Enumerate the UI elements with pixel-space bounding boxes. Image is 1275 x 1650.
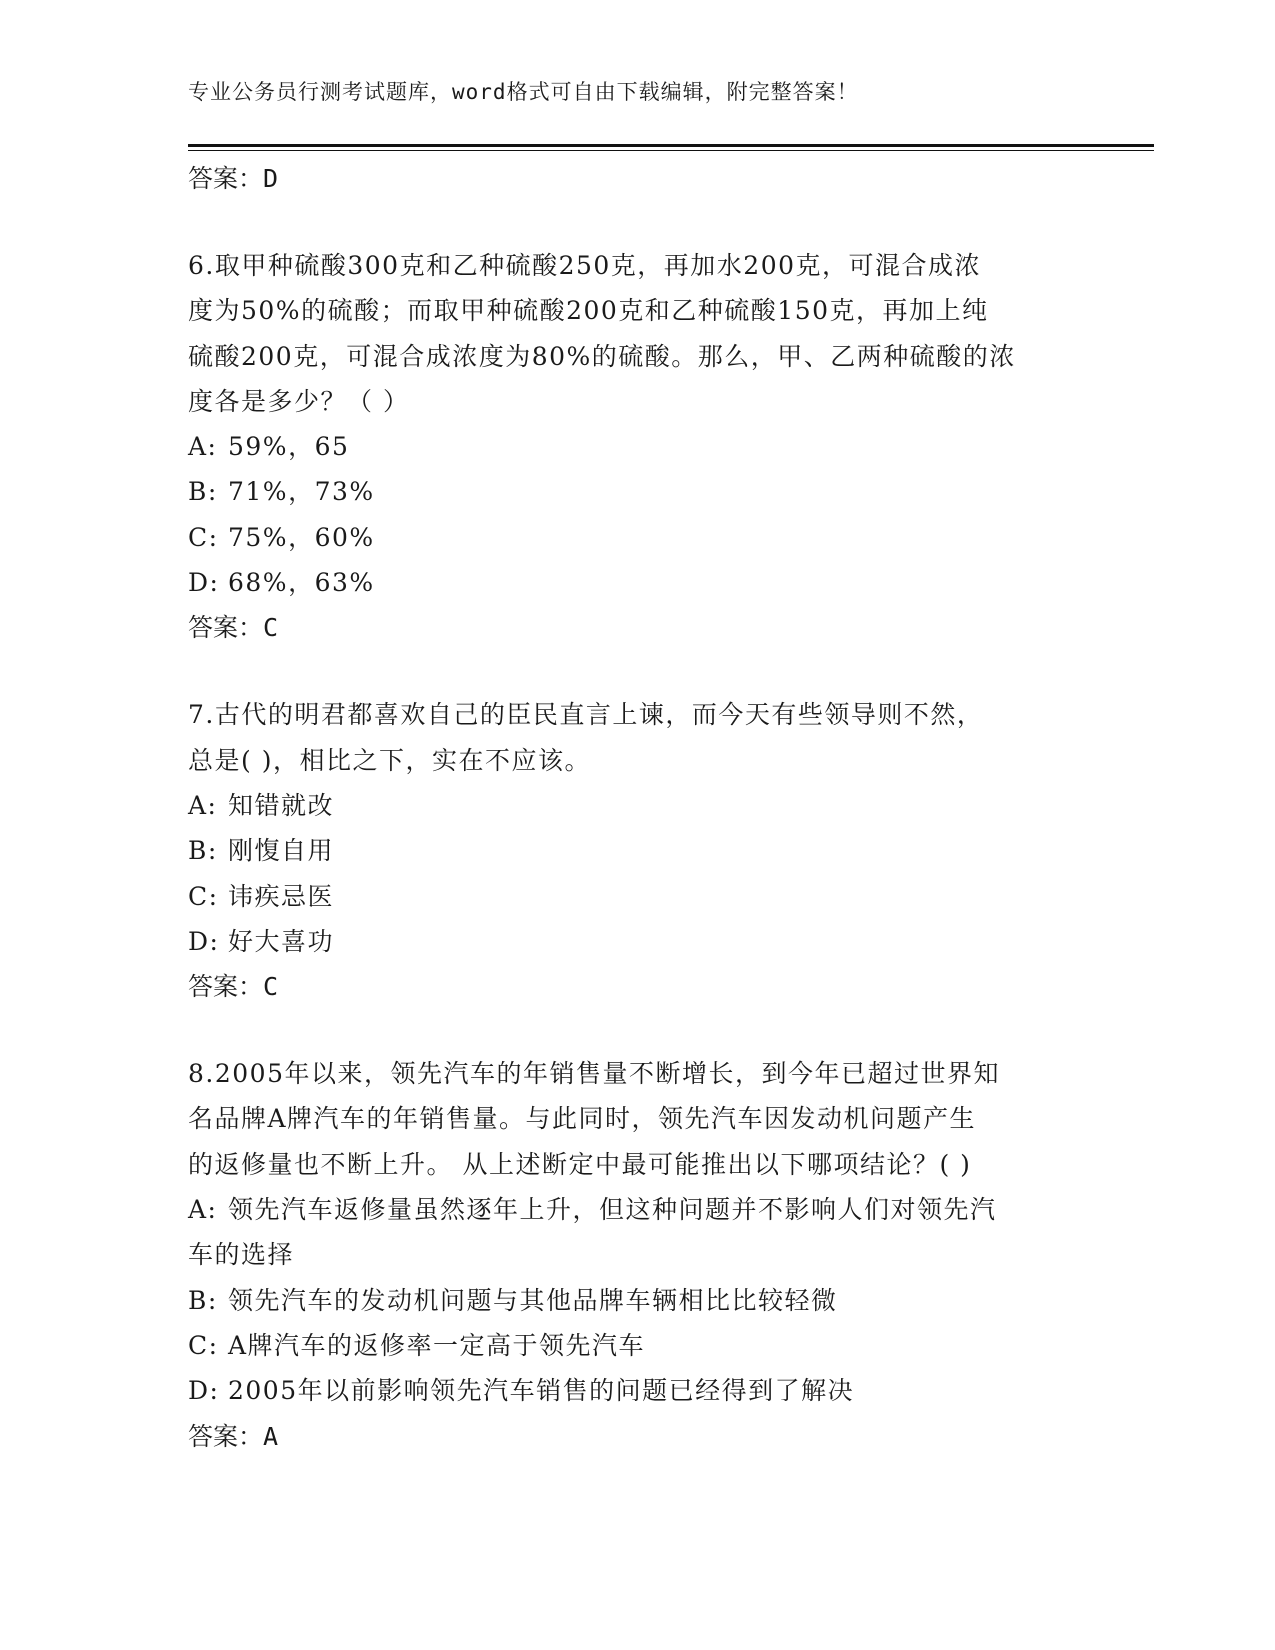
option-letter: A: <box>188 790 218 820</box>
option-letter: D: <box>188 926 220 956</box>
option-letter: C: <box>188 881 219 911</box>
question-6 <box>188 243 1088 650</box>
option-letter: D: <box>188 1376 220 1406</box>
option-text: 刚愎自用 <box>228 836 335 866</box>
question-text-line: 总是( )，相比之下，实在不应该。 <box>188 745 591 775</box>
option-c <box>188 515 1088 560</box>
option-text: 领先汽车的发动机问题与其他品牌车辆相比比较轻微 <box>228 1285 838 1315</box>
question-text-line: 名品牌A牌汽车的年销售量。与此同时，领先汽车因发动机问题产生 <box>188 1104 977 1134</box>
question-text-line: 6.取甲种硫酸300克和乙种硫酸250克，再加水200克，可混合成浓 <box>188 251 982 280</box>
option-text: 知错就改 <box>228 790 335 820</box>
question-text-line: 的返修量也不断上升。 从上述断定中最可能推出以下哪项结论？( ) <box>188 1149 972 1179</box>
option-c <box>188 874 1088 919</box>
option-c <box>188 1323 1088 1368</box>
option-letter: B: <box>188 477 218 507</box>
previous-answer: 答案：D <box>188 164 279 193</box>
answer-line: 答案：C <box>188 972 279 1002</box>
answer-line: 答案：C <box>188 613 279 643</box>
option-letter: D: <box>188 568 220 598</box>
option-b <box>188 828 1088 873</box>
option-text: 71%，73% <box>228 477 375 507</box>
option-letter: A: <box>188 432 218 462</box>
option-b <box>188 1278 1088 1323</box>
answer-line: 答案：A <box>188 1421 279 1451</box>
question-text-line: 度各是多少？（ ） <box>188 386 410 416</box>
question-text-line: 度为50%的硫酸；而取甲种硫酸200克和乙种硫酸150克，再加上纯 <box>188 296 989 326</box>
option-d <box>188 919 1088 964</box>
option-text: 75%，60% <box>228 522 375 552</box>
option-text: 59%，65 <box>228 432 350 462</box>
option-text: 好大喜功 <box>228 926 335 956</box>
option-text: 领先汽车返修量虽然逐年上升，但这种问题并不影响人们对领先汽 <box>228 1195 997 1225</box>
question-7 <box>188 692 1088 1009</box>
option-d <box>188 560 1088 605</box>
header-rule-thick <box>188 144 1154 147</box>
document-content <box>188 156 1088 1459</box>
question-8 <box>188 1051 1088 1458</box>
option-letter: B: <box>188 1285 218 1315</box>
option-text: A牌汽车的返修率一定高于领先汽车 <box>228 1330 646 1360</box>
option-text: 2005年以前影响领先汽车销售的问题已经得到了解决 <box>228 1376 855 1406</box>
option-letter: C: <box>188 1330 219 1360</box>
question-text-line: 8.2005年以来，领先汽车的年销售量不断增长，到今年已超过世界知 <box>188 1059 1000 1089</box>
option-a <box>188 783 1088 828</box>
option-a-continuation: 车的选择 <box>188 1240 295 1270</box>
header-rule-thin <box>188 150 1154 151</box>
option-a <box>188 424 1088 469</box>
option-letter: C: <box>188 522 219 552</box>
option-b <box>188 469 1088 514</box>
option-text: 68%，63% <box>228 568 375 598</box>
option-letter: B: <box>188 836 218 866</box>
option-letter: A: <box>188 1195 218 1225</box>
option-a <box>188 1187 1088 1232</box>
option-d <box>188 1368 1088 1413</box>
option-text: 讳疾忌医 <box>228 881 335 911</box>
question-text-line: 硫酸200克，可混合成浓度为80%的硫酸。那么，甲、乙两种硫酸的浓 <box>188 341 1016 371</box>
page-header: 专业公务员行测考试题库，word格式可自由下载编辑，附完整答案！ <box>188 80 859 104</box>
question-text-line: 7.古代的明君都喜欢自己的臣民直言上谏，而今天有些领导则不然， <box>188 700 984 730</box>
